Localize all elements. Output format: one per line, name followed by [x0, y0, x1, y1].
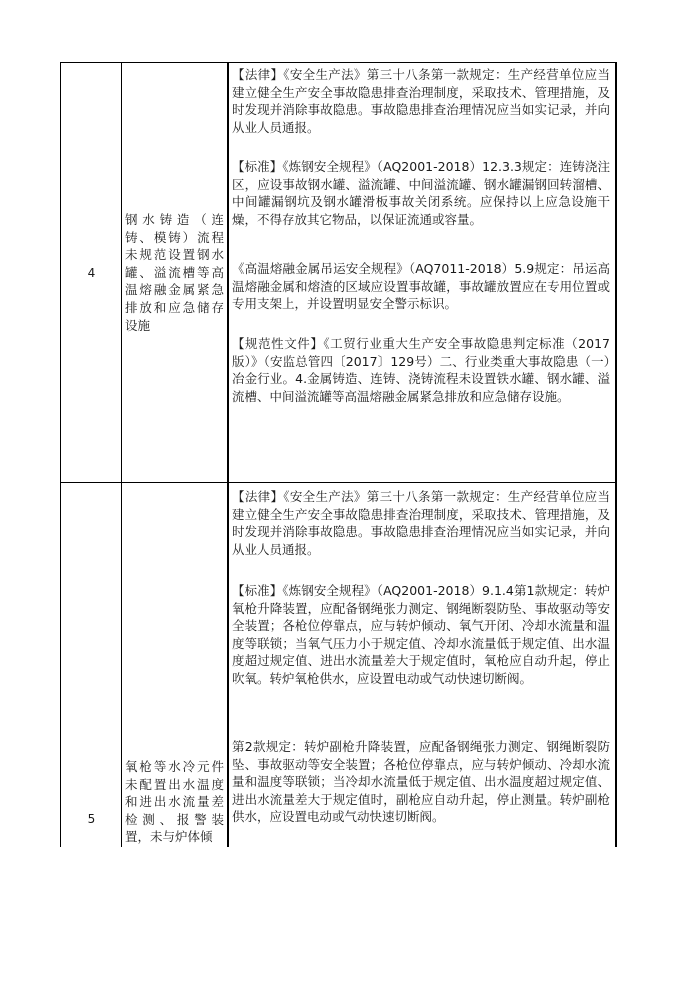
row-number: 4 [87, 266, 96, 280]
legal-basis-paragraph: 【规范性文件】《工贸行业重大生产安全事故隐患判定标准（2017版）》（安监总管四〔2017〕129号）二、行业类重大事故隐患（一）冶金行业。4.金属铸造、连铸、浇铸流程未设置铁水罐、钢水罐、溢流槽、中间溢流罐等高温熔融金属紧急排放和应急储存设施。 [232, 336, 610, 404]
column-divider [121, 62, 122, 847]
legal-basis-paragraph: 【法律】《安全生产法》第三十八条第一款规定：生产经营单位应当建立健全生产安全事故隐患排查治理制度，采取技术、管理措施，及时发现并消除事故隐患。事故隐患排查治理情况应当如实记录，并向从业人员通报。 [232, 67, 610, 135]
hazard-description: 氧枪等水冷元件未配置出水温度和进出水流量差检测、报警装置，未与炉体倾 [125, 759, 224, 845]
legal-basis-paragraph: 第2款规定：转炉副枪升降装置，应配备钢绳张力测定、钢绳断裂防坠、事故驱动等安全装置；各枪位停靠点，应与转炉倾动、冷却水流量和温度等联锁；当冷却水流量低于规定值、出水温度超过规定值、进出水流量差大于规定值时，副枪应自动升起，停止测量。转炉副枪供水，应设置电动或气动快速切断阀。 [232, 739, 610, 825]
column-divider [227, 62, 229, 847]
table-top-border [60, 62, 617, 63]
legal-basis-paragraph: 【标准】《炼钢安全规程》（AQ2001-2018）12.3.3规定：连铸浇注区，应设事故钢水罐、溢流罐、中间溢流罐、钢水罐漏钢回转溜槽、中间罐漏钢坑及钢水罐滑板事故关闭系统。应保持以上应急设施干燥，不得存放其它物品，以保证流通或容量。 [232, 159, 610, 227]
hazard-description: 钢水铸造（连铸、模铸）流程未规范设置钢水罐、溢流槽等高温熔融金属紧急排放和应急储存设施 [125, 212, 224, 333]
table-left-border [60, 62, 61, 847]
row-divider [60, 482, 617, 483]
legal-basis-paragraph: 【标准】《炼钢安全规程》（AQ2001-2018）9.1.4第1款规定：转炉氧枪升降装置，应配备钢绳张力测定、钢绳断裂防坠、事故驱动等安全装置；各枪位停靠点，应与转炉倾动、氧气开闭、冷却水流量和温度等联锁；当氧气压力小于规定值、冷却水流量低于规定值、出水温度超过规定值、进出水流量差大于规定值时，氧枪应自动升起，停止吹氧。转炉氧枪供水，应设置电动或气动快速切断阀。 [232, 583, 610, 686]
legal-basis-paragraph: 《高温熔融金属吊运安全规程》（AQ7011-2018）5.9规定：吊运高温熔融金属和熔渣的区域应设置事故罐，事故罐放置应在专用位置或专用支架上，并设置明显安全警示标识。 [232, 261, 610, 312]
table-right-border [615, 62, 617, 847]
row-number: 5 [87, 812, 96, 826]
legal-basis-paragraph: 【法律】《安全生产法》第三十八条第一款规定：生产经营单位应当建立健全生产安全事故隐患排查治理制度，采取技术、管理措施，及时发现并消除事故隐患。事故隐患排查治理情况应当如实记录，并向从业人员通报。 [232, 489, 610, 557]
